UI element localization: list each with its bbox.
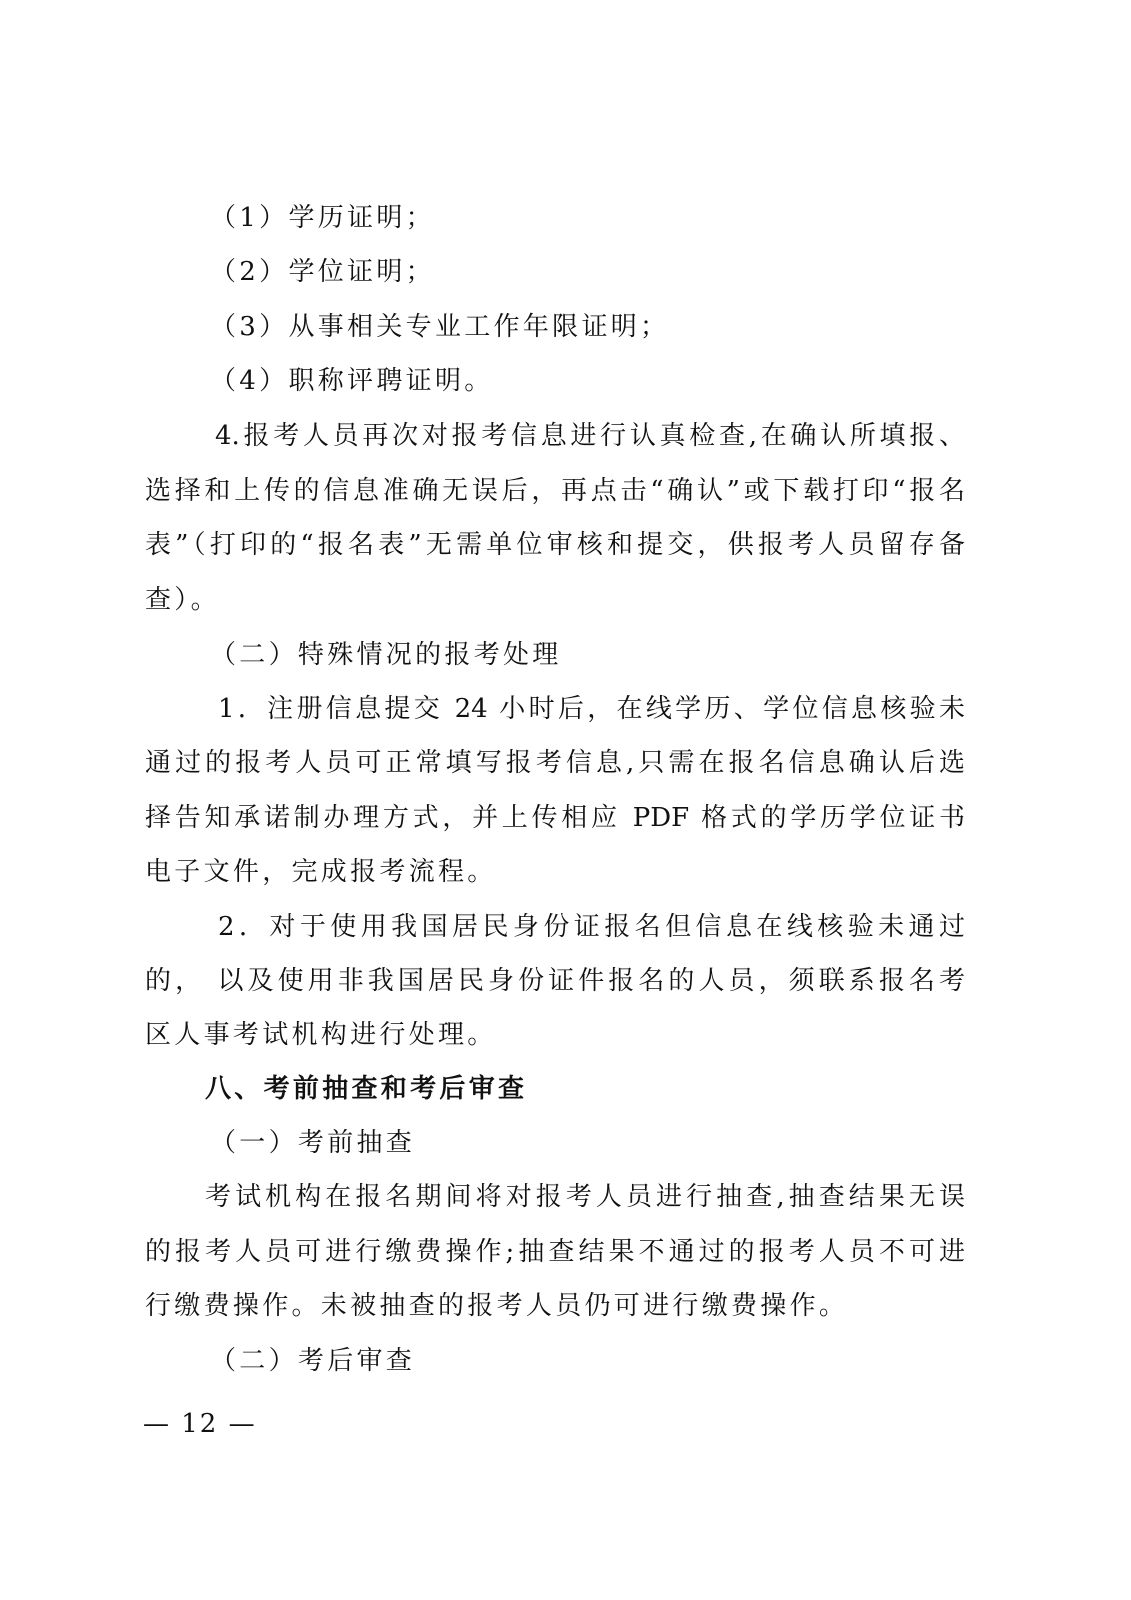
text-line: 通过的报考人员可正常填写报考信息,只需在报名信息确认后选 <box>145 748 965 778</box>
text-line: （二）特殊情况的报考处理 <box>210 640 562 670</box>
text-line: 4.报考人员再次对报考信息进行认真检查,在确认所填报、 <box>215 421 965 451</box>
text-line: （一）考前抽查 <box>210 1128 416 1158</box>
text-line: （二）考后审查 <box>210 1346 416 1376</box>
text-line: 表”（打印的“报名表”无需单位审核和提交，供报考人员留存备 <box>145 530 965 560</box>
text-line: （4）职称评聘证明。 <box>210 366 494 396</box>
text-line: 选择和上传的信息准确无误后，再点击“确认”或下载打印“报名 <box>145 476 965 506</box>
text-line: 区人事考试机构进行处理。 <box>145 1020 497 1050</box>
text-line: 的， 以及使用非我国居民身份证件报名的人员，须联系报名考 <box>145 966 965 996</box>
text-line: （1）学历证明； <box>210 203 435 233</box>
text-line: 行缴费操作。未被抽查的报考人员仍可进行缴费操作。 <box>145 1291 849 1321</box>
text-line: （3）从事相关专业工作年限证明； <box>210 312 670 342</box>
text-line: 查）。 <box>145 585 220 615</box>
text-line: 2．对于使用我国居民身份证报名但信息在线核验未通过 <box>218 912 965 942</box>
text-line: 的报考人员可进行缴费操作;抽查结果不通过的报考人员不可进 <box>145 1237 965 1267</box>
text-line: 择告知承诺制办理方式，并上传相应 PDF 格式的学历学位证书 <box>145 803 965 833</box>
text-line: 考试机构在报名期间将对报考人员进行抽查,抽查结果无误 <box>205 1182 965 1212</box>
text-line: （2）学位证明； <box>210 257 435 287</box>
page-number: — 12 — <box>143 1409 257 1439</box>
text-line: 电子文件，完成报考流程。 <box>145 857 497 887</box>
text-line: 1．注册信息提交 24 小时后，在线学历、学位信息核验未 <box>218 694 965 724</box>
section-heading: 八、考前抽查和考后审查 <box>205 1074 528 1104</box>
